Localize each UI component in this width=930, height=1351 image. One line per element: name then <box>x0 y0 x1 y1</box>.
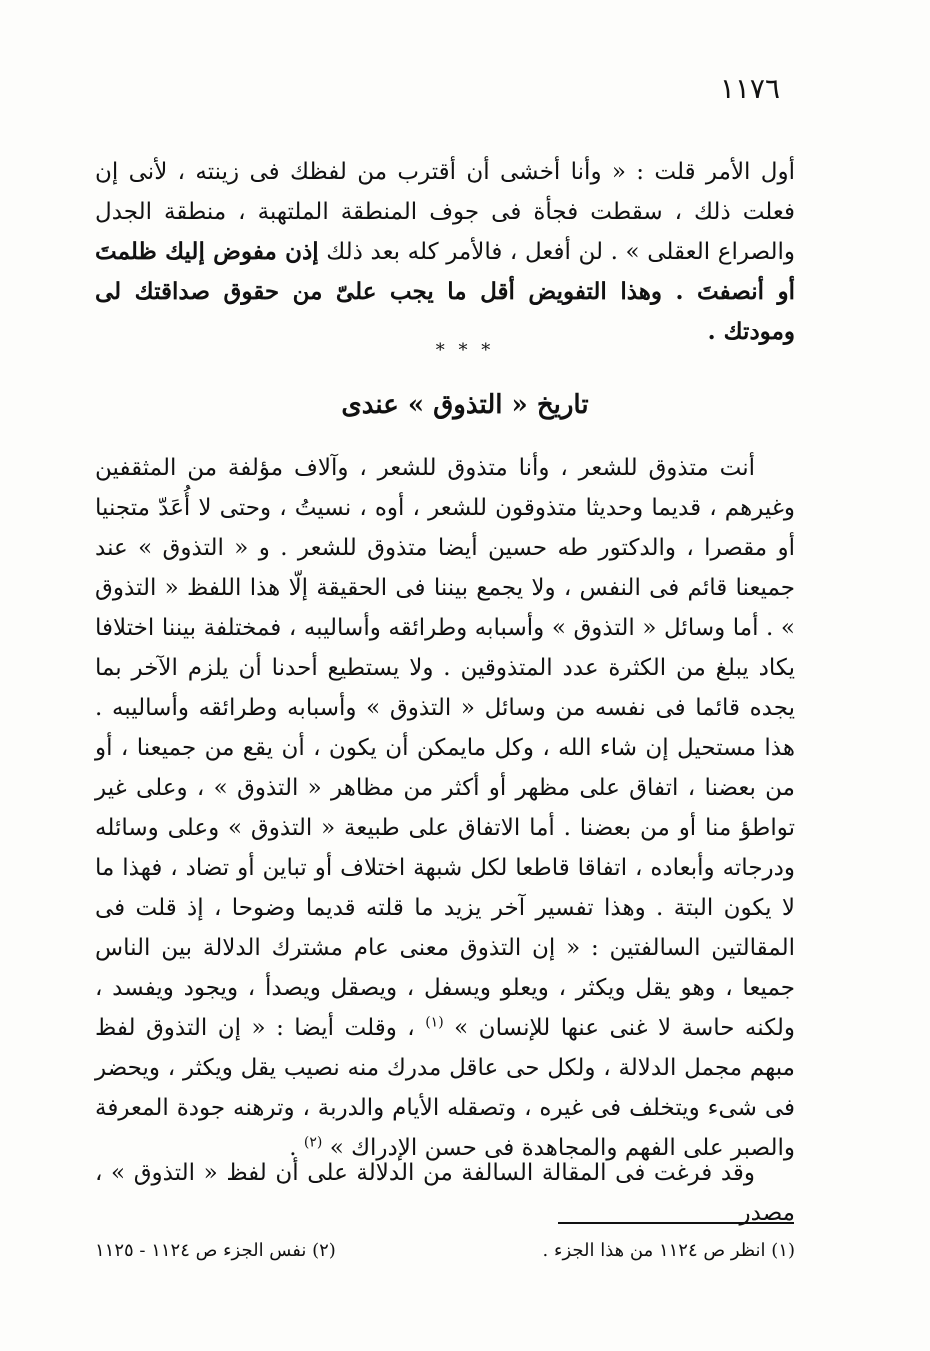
footnotes <box>95 1240 795 1261</box>
footnote-2: (٢) نفس الجزء ص ١١٢٤ - ١١٢٥ <box>95 1240 336 1261</box>
page-number: ١١٧٦ <box>719 72 780 105</box>
intro-bold-text: إذن مفوض إليك ظلمتَ أو أنصفتَ . وهذا التفويض أقل ما يجب علىّ من حقوق صداقتك لى ومودتك . <box>95 238 795 345</box>
footnote-1: (١) انظر ص ١١٢٤ من هذا الجزء . <box>542 1240 795 1261</box>
section-separator: * * * <box>435 340 495 361</box>
body-text-part-2: ، وقلت أيضا : « إن التذوق لفظ مبهم مجمل الدلالة ، ولكل حى عاقل مدرك منه نصيب يقل ويكثر ، ويحضر فى شىء ويتخلف فى غيره ، وتصقله الأيام والدربة ، وترهنه جودة المعرفة والصبر على الفهم والمجاهدة فى حسن الإدراك » <box>95 1015 795 1161</box>
footnote-divider <box>558 1222 794 1224</box>
section-title: تاريخ « التذوق » عندى <box>341 390 589 420</box>
footnote-ref-2[interactable]: (٢) <box>303 1134 323 1151</box>
body-text-part-1: أنت متذوق للشعر ، وأنا متذوق للشعر ، وآلاف مؤلفة من المثقفين وغيرهم ، قديما وحديثا متذوقون للشعر ، أوه ، نسيتُ ، وحتى لا أُعَدّ متجنيا أو مقصرا ، والدكتور طه حسين أيضا متذوق للشعر . و « التذوق » عند جميعنا قائم فى النفس ، ولا يجمع بيننا فى الحقيقة إلّا هذا اللفظ « التذوق » . أما وسائل « التذوق » وأسبابه وطرائقه وأساليبه ، فمختلفة بيننا اختلافا يكاد يبلغ من الكثرة عدد المتذوقين . ولا يستطيع أحدنا أن يلزم الآخر بما يجده قائما فى نفسه من وسائل « التذوق » وأسبابه وطرائقه وأساليبه . هذا مستحيل إن شاء الله ، وكل مايمكن أن يكون ، أن يقع من جميعنا ، أو من بعضنا ، اتفاق على مظهر أو أكثر من مظاهر « التذوق » ، وعلى غير تواطؤ منا أو من بعضنا . أما الاتفاق على طبيعة « التذوق » وعلى وسائله ودرجاته وأبعاده ، اتفاقا قاطعا لكل شبهة اختلاف أو تباين أو تضاد ، فهذا ما لا يكون البتة . وهذا تفسير آخر يزيد ما قلته قديما وضوحا ، إذ قلت فى المقالتين السالفتين : « إن التذوق معنى عام مشترك الدلالة بين الناس جميعا ، وهو يقل ويكثر ، ويعلو ويسفل ، ويصقل ويصدأ ، ويجود ويفسد ، ولكنه حاسة لا غنى عنها للإنسان » <box>95 455 796 1041</box>
intro-paragraph <box>95 152 795 352</box>
body-text-end: . <box>289 1135 297 1161</box>
body-paragraph <box>95 448 795 1168</box>
closing-text: وقد فرغت فى المقالة السالفة من الدلالة على أن لفظ « التذوق » ، مصدر <box>95 1160 795 1226</box>
closing-paragraph <box>95 1153 795 1233</box>
intro-text: أول الأمر قلت : « وأنا أخشى أن أقترب من لفظك فى زينته ، لأنى إن فعلت ذلك ، سقطت فجأة فى جوف المنطقة الملتهبة ، منطقة الجدل والصراع العقلى » . لن أفعل ، فالأمر كله بعد ذلك <box>95 159 796 265</box>
footnote-ref-1[interactable]: (١) <box>425 1014 444 1031</box>
